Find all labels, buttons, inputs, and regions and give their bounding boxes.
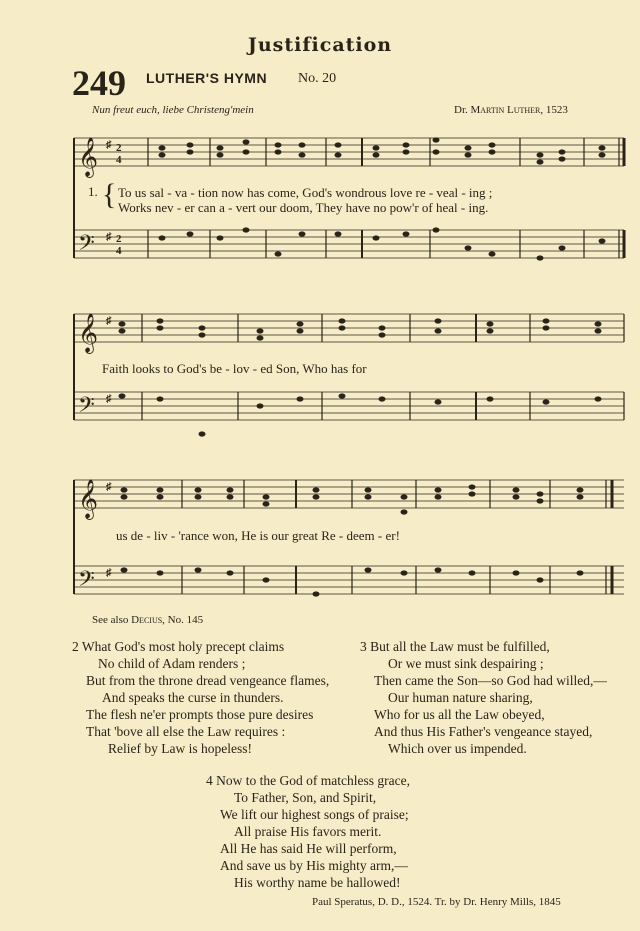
stanza-3 (360, 638, 607, 757)
music-system-2 (70, 306, 630, 456)
composer (454, 104, 568, 116)
stanza-line: We lift our highest songs of praise; (220, 807, 409, 822)
svg-text:2: 2 (116, 142, 122, 154)
svg-text:𝄢: 𝄢 (78, 393, 95, 423)
stanza-4 (206, 772, 410, 891)
stanza-line: Or we must sink despairing ; (388, 656, 544, 671)
verse-number-label: 1. (88, 184, 98, 199)
svg-text:♯: ♯ (106, 231, 112, 243)
stanza-line: And speaks the curse in thunders. (102, 690, 284, 705)
svg-text:𝄢: 𝄢 (78, 567, 95, 597)
see-also-note (92, 614, 203, 626)
stanza-line: The flesh ne'er prompts those pure desires (86, 707, 314, 722)
staff-graphic (70, 306, 630, 456)
stanza-line: To Father, Son, and Spirit, (234, 790, 377, 805)
tune-origin: Nun freut euch, liebe Christeng'mein (92, 104, 254, 116)
svg-text:♯: ♯ (106, 315, 112, 327)
svg-text:𝄞: 𝄞 (78, 479, 99, 519)
stanza-line: All He has said He will perform, (220, 841, 397, 856)
composer-prefix: Dr. (454, 104, 471, 116)
stanza-line: No child of Adam renders ; (98, 656, 246, 671)
stanza-line: Our human nature sharing, (388, 690, 533, 705)
svg-text:𝄢: 𝄢 (78, 231, 95, 261)
svg-text:𝄞: 𝄞 (78, 313, 99, 353)
stanza-line: But from the throne dread vengeance flames, (86, 673, 330, 688)
stanza-line: Who for us all the Law obeyed, (374, 707, 545, 722)
stanza-line: All praise His favors merit. (234, 824, 382, 839)
svg-text:2: 2 (116, 233, 122, 245)
see-also-prefix: See also (92, 614, 132, 626)
svg-text:♯: ♯ (106, 393, 112, 405)
svg-text:♯: ♯ (106, 139, 112, 151)
hymn-number: 249 (72, 63, 126, 103)
stanza-line: 2 What God's most holy precept claims (72, 639, 285, 654)
stanza-line: And save us by His mighty arm,— (220, 858, 408, 873)
hymn-name: LUTHER'S HYMN (146, 70, 268, 86)
lyric-line-1b: Works nev - er can a - vert our doom, They have no pow'r of heal - ing. (118, 200, 489, 215)
brace: { (102, 178, 117, 211)
svg-text:♯: ♯ (106, 567, 112, 579)
hymn-ref: No. 20 (298, 71, 337, 86)
stanza-line: Which over us impended. (388, 741, 527, 756)
see-also-suffix: , No. 145 (162, 614, 204, 626)
composer-year: , 1523 (540, 104, 568, 116)
stanza-line: And thus His Father's vengeance stayed, (374, 724, 593, 739)
stanza-line: That 'bove all else the Law requires : (86, 724, 286, 739)
composer-name: Martin Luther (470, 104, 541, 116)
svg-text:4: 4 (116, 245, 122, 257)
verse-number (88, 184, 98, 200)
lyric-line-2: Faith looks to God's be - lov - ed Son, Who has for (102, 361, 367, 376)
svg-text:4: 4 (116, 154, 122, 166)
stanza-line: Then came the Son—so God had willed,— (374, 673, 607, 688)
attribution: Paul Speratus, D. D., 1524. Tr. by Dr. Henry Mills, 1845 (312, 896, 561, 908)
see-also-tune: Decius (131, 614, 163, 626)
stanza-2 (72, 638, 329, 757)
stanza-line: 3 But all the Law must be fulfilled, (360, 639, 550, 654)
lyric-line-3: us de - liv - 'rance won, He is our great Re - deem - er! (116, 528, 400, 543)
stanza-line: 4 Now to the God of matchless grace, (206, 773, 410, 788)
svg-text:♯: ♯ (106, 481, 112, 493)
lyric-line-1a: To us sal - va - tion now has come, God's wondrous love re - veal - ing ; (118, 185, 493, 200)
svg-text:𝄞: 𝄞 (78, 137, 99, 177)
stanza-line: Relief by Law is hopeless! (108, 741, 252, 756)
stanza-line: His worthy name be hallowed! (234, 875, 401, 890)
section-title: Justification (247, 34, 393, 56)
